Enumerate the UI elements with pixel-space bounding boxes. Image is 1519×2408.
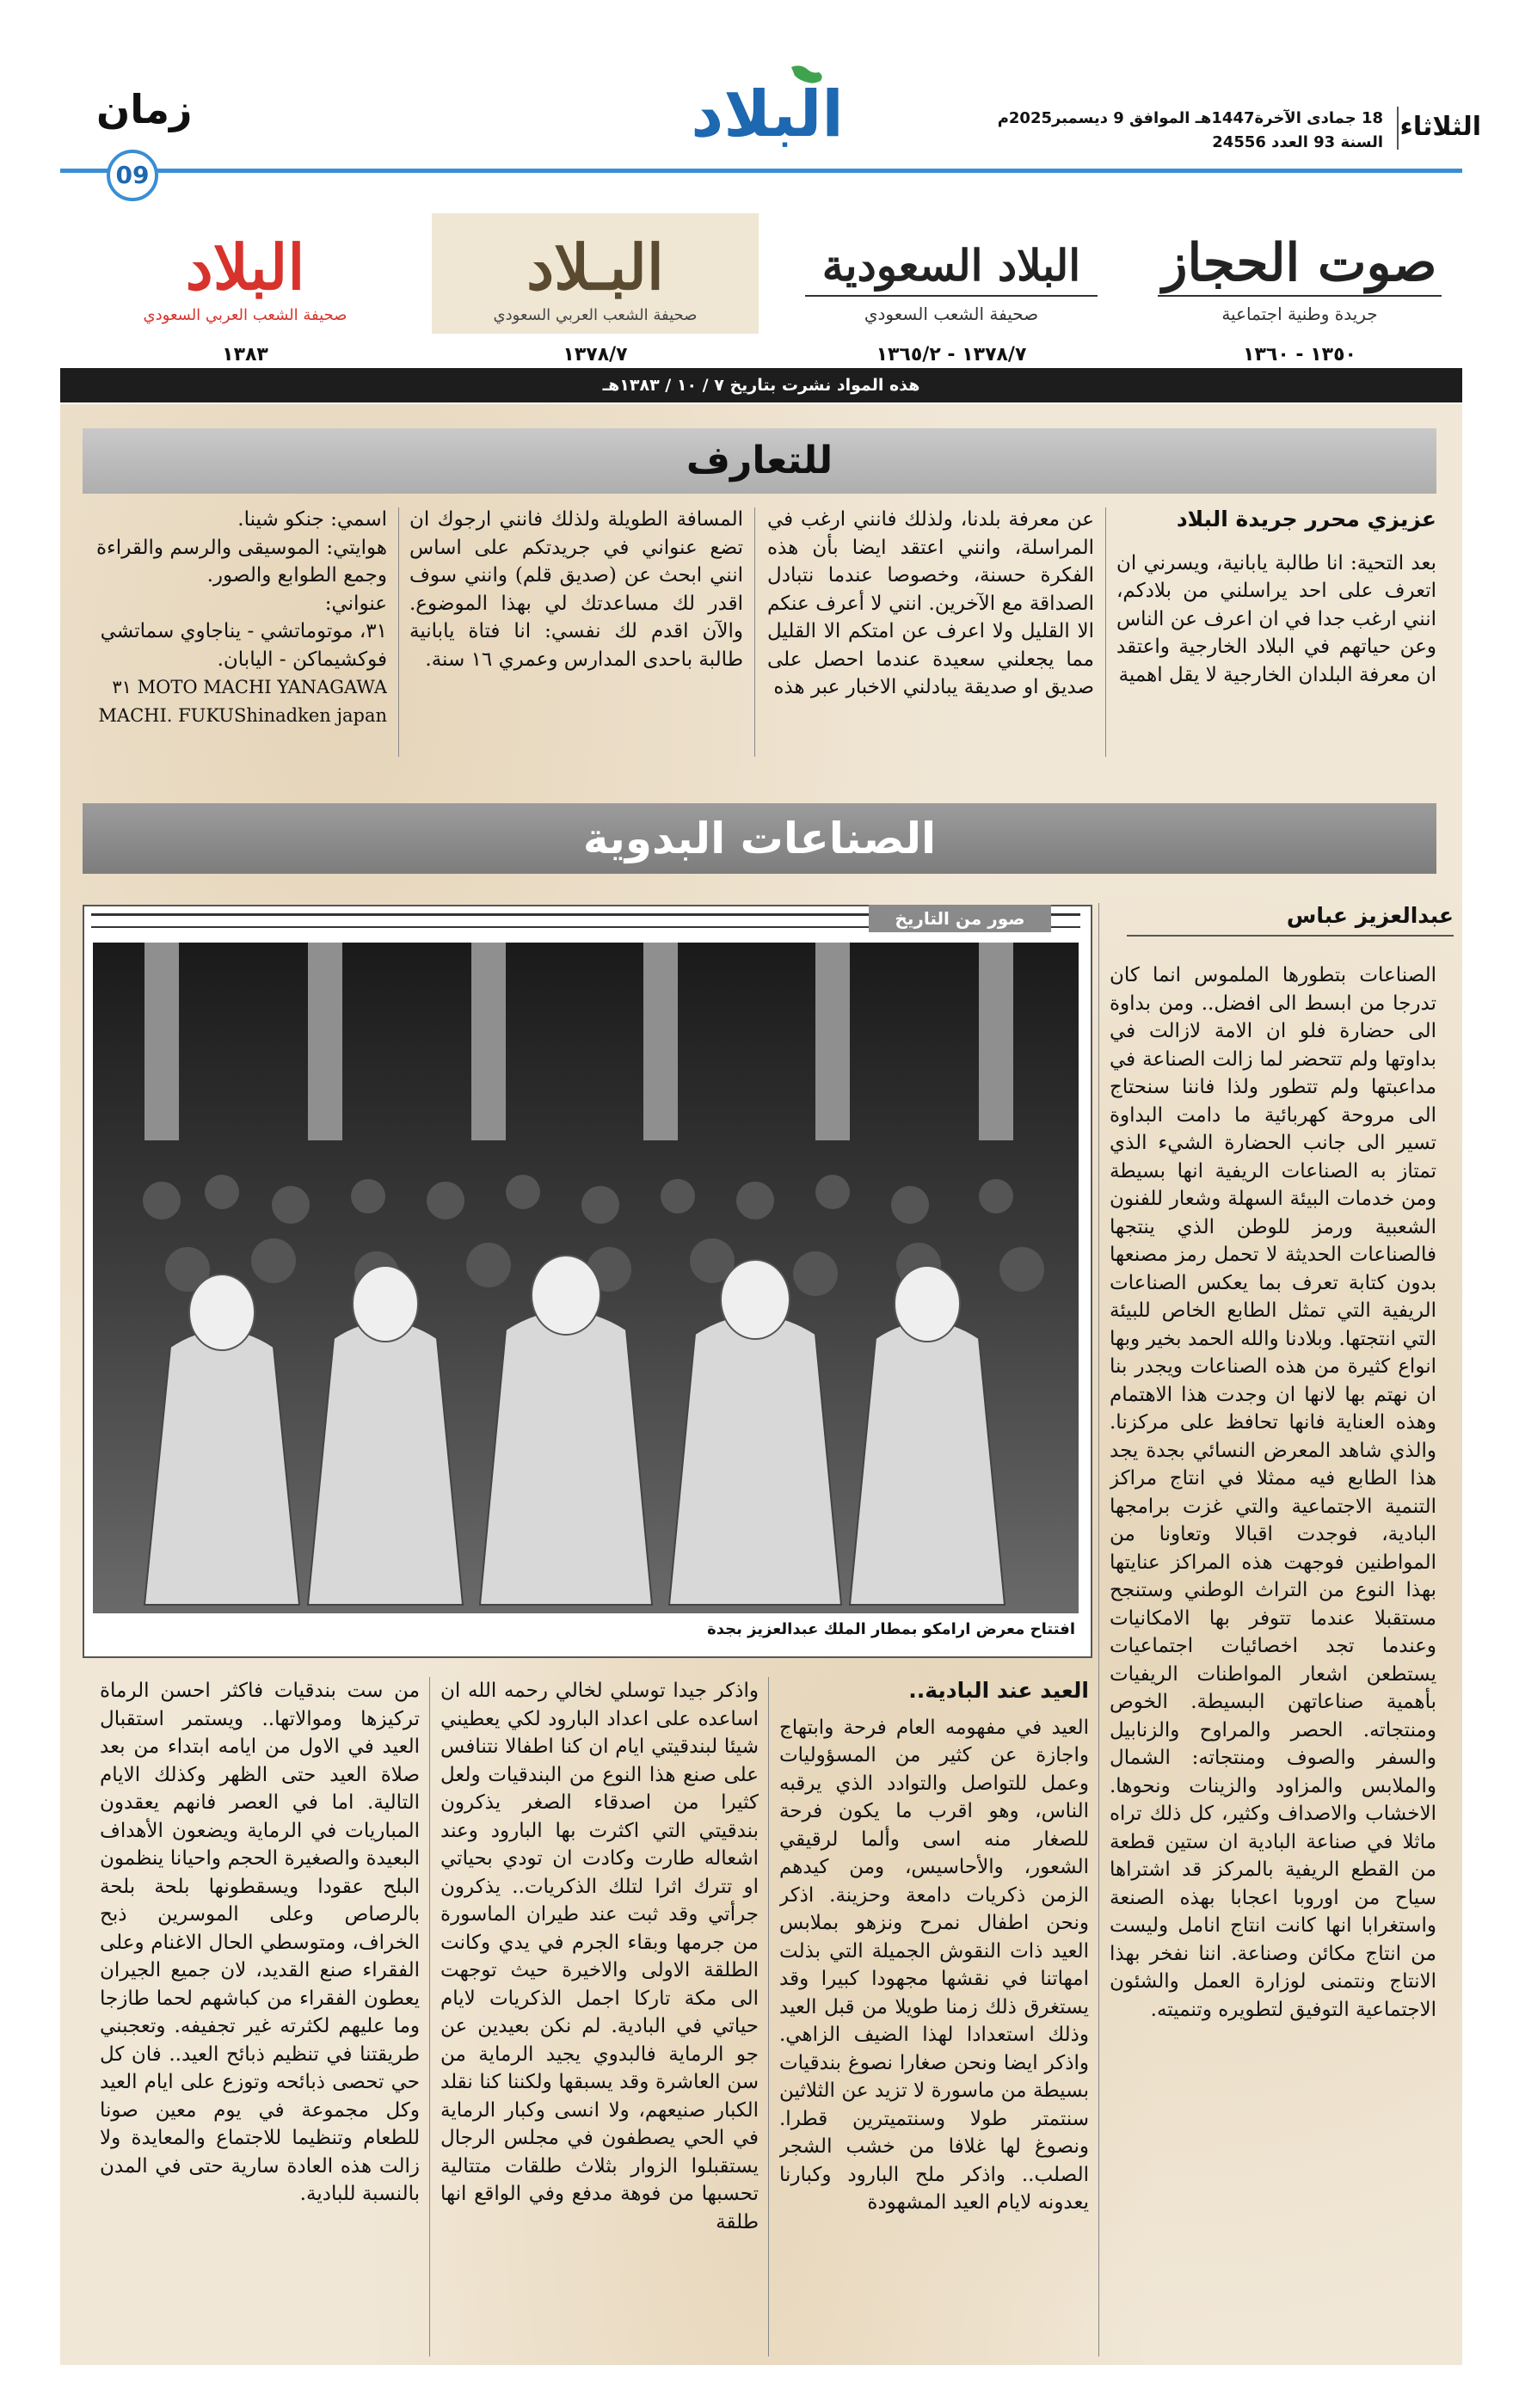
masthead-title: البلاد — [185, 230, 305, 304]
photo-section-tag: صور من التاريخ — [869, 905, 1051, 932]
article2-text: الصناعات بتطورها الملموس انما كان تدرجا من ابسط الى افضل.. ومن بداوة الى حضارة فلو ان الامة لازالت في بداوتها ولم تتحضر لما زالت الصناعة في مداعبتها ولم تتطور ولذا فاننا سنحتاج الى مروحة كهربائية ما دامت البداوة تسير الى جانب الحضارة الشيء الذي تمتاز به الصناعات الريفية انها بسيطة ومن خدمات البيئة السهلة وشعار للفنون الشعبية ورمز للوطن الذي ينتجها فالصناعات الحديثة لا تحمل رمز مصنعها بدون كتابة تعرف بما يعكس الصناعات الريفية التي تمثل الطابع الخاص للبيئة التي انتجتها. وبلادنا والله الحمد بخير وبها انواع كثيرة من هذه الصناعات ويجدر بنا ان نهتم بها لانها ان وجدت هذا الاهتمام وهذه العناية فانها تحافظ على مركزنا. والذي شاهد المعرض النسائي بجدة يجد هذا الطابع فيه ممثلا في انتاج مراكز التنمية الاجتماعية والتي غزت برامجها البادية، فوجدت اقبالا وتعاونا من المواطنين فوجهت هذه المراكز عنايتها بهذا النوع من التراث الوطني وستنجح مستقبلا عندما تتوفر بها الامكانيات وعندما تجد اخصائيات اجتماعيات يستطعن اشعار المواطنات الريفيات بأهمية صناعاتهن البسيطة. الخوص ومنتجاته. الحصر والمراوح والزنابيل والسفر والصوف ومنتجاته: الشمال والملابس والمزاود والزينات ونحوها. الاخشاب والاصداف وكثير، كل ذلك تراه ماثلا في صناعة البادية ان ستين قطعة من القطع الريفية بالمركز قد اشتراها سياح من اوروبا اعجابا بهذه الصنعة واستغرابا انها كانت انتاج انامل وليست من انتاج مكائن وصناعة. اننا نفخر بهذا الانتاج ونتمنى لوزارة العمل والشئون الاجتماعية التوفيق لتطويره وتنميته. — [1110, 964, 1436, 2021]
article-title: الصناعات البدوية — [582, 814, 937, 863]
article2-sidebar-column — [1110, 961, 1436, 2355]
article2-eid-column-2 — [440, 1677, 759, 2356]
masthead-sawt-alhijaz — [1141, 213, 1459, 334]
header-separator — [1397, 107, 1399, 150]
photo-caption: افتتاح معرض ارامكو بمطار الملك عبدالعزيز بجدة — [707, 1620, 1075, 1638]
masthead-subtitle: جريدة وطنية اجتماعية — [1221, 304, 1378, 324]
column-divider — [768, 1677, 769, 2356]
author-name: عبدالعزيز عباس — [1127, 903, 1454, 937]
article2-text: العيد في مفهومه العام فرحة وابتهاج واجازة عن كثير من المسؤوليات وعمل للتواصل والتوادد الذي يرقبه الناس، وهو اقرب ما يكون فرحة للصغار منه اسى وألما لرقيقي الشعور، والأحاسيس، ومن كيدهم الزمن ذكريات دامعة وحزينة. اذكر ونحن اطفال نمرح ونزهو بملابس العيد ذات النقوش الجميلة التي بذلت امهاتنا في نقشها مجهودا كبيرا وقد يستغرق ذلك زمنا طويلا من قبل العيد وذلك استعدادا لهذا الضيف الزاهي. واذكر ايضا ونحن صغارا نصوغ بندقيات بسيطة من ماسورة لا تزيد عن الثلاثين سنتمتر طولا وسنتميترين قطرا. ونصوغ لها غلافا من خشب الشجر الصلب.. واذكر ملح البارود وكبارنا يعدونه لايام العيد المشهودة — [779, 1716, 1089, 2214]
issue-day: الثلاثاء — [1399, 112, 1481, 142]
masthead-title: البـلاد — [526, 230, 664, 304]
article-title: للتعارف — [686, 439, 833, 482]
masthead-subtitle: صحيفة الشعب العربي السعودي — [143, 306, 347, 324]
article1-text: المسافة الطويلة ولذلك فانني ارجوك ان تضع عنواني في جريدتكم على اساس انني ابحث عن (صديق قلم) وانني سوف اقدر لك مساعدتك لي بهذا الموضوع. والآن اقدم لك نفسي: انا فتاة يابانية طالبة باحدى المدارس وعمري ١٦ سنة. — [409, 508, 743, 671]
letter-heading: عزيزي محرر جريدة البلاد — [1176, 507, 1436, 531]
issue-date-line: 18 جمادى الآخرة1447هـ الموافق 9 ديسمبر2025م — [997, 109, 1383, 127]
article1-column-2 — [767, 506, 1094, 772]
pen-pal-hobbies: هوايتي: الموسيقى والرسم والقراءة وجمع الطوابع والصور. — [95, 536, 387, 587]
article1-column-1 — [1116, 506, 1436, 772]
article-title-banner — [83, 803, 1436, 874]
pen-pal-name: اسمي: جنكو شينا. — [237, 508, 387, 531]
column-divider — [754, 507, 755, 757]
article2-text: واذكر جيدا توسلي لخالي رحمه الله ان اساعده على اعداد البارود لكي يعطيني شيئا لبندقيتي ايام ان كنا اطفالا نتنافس على صنع هذا النوع من البندقيات ولعل كثيرا من اصدقاء الصغر يذكرون بندقيتي التي اكثرت بها البارود وعند اشعاله طارت وكادت ان تودي بحياتي او تترك اثرا لتلك الذكريات.. يذكرون جرأتي وقد ثبت عند طيران الماسورة من جرمها وبقاء الجرم في يدي وكانت الطلقة الاولى والاخيرة حيث توجهت الى مكة تاركا اجمل الذكريات لايام حياتي في البادية. لم نكن بعيدين عن جو الرماية فالبدوي يجيد الرماية من سن العاشرة وقد يسبقها ولكننا كنا نقلد الكبار صنيعهم، ولا انسى وكبار الرماية في الحي يصطفون في مجلس الرجال يستقبلوا الزوار بثلاث طلقات متتالية تحسبها من فوهة مدفع وفي الواقع انها طلقة — [440, 1680, 759, 2233]
masthead-years: ١٣٥٠ - ١٣٦٠ — [1243, 344, 1356, 366]
article1-column-3 — [409, 506, 743, 772]
pen-pal-address: ٣١، موتوماتشي - يناجاوي سماتشي فوكشيماكن - اليابان. — [100, 620, 387, 671]
masthead-years: ١٣٧٨/٧ - ١٣٦٥/٢ — [876, 344, 1027, 366]
masthead-title: صوت الحجاز — [1162, 233, 1437, 293]
pen-pal-address-label: عنواني: — [324, 592, 387, 615]
masthead-years: ١٣٨٣ — [222, 344, 268, 366]
issue-date — [998, 107, 1383, 155]
article2-text: من ست بندقيات فاكثر احسن الرماة تركيزها وموالاتها.. ويستمر استقبال العيد في الاول من ايامه ابتداء من بعد صلاة العيد حتى الظهر وكذلك الايام التالية. اما في العصر فانهم يعقدون المباريات في الرماية ويضعون الأهداف البعيدة والصغيرة الحجم واحيانا ينظمون البلح عقودا ويسقطونها بلحة بلحة بالرصاص وعلى الموسرين ذبح الخراف، ومتوسطي الحال الاغنام وعلى الفقراء صنع القديد، لان جميع الجيران يعطون الفقراء من كباشهم لحما طازجا وما عليهم لكثرته غير تجفيفه. وتعجبني طريقتنا في تنظيم ذبائح العيد.. فان كل حي تحصى ذبائحه وتوزع على ايام العيد وكل مجموعة في يوم معين صونا للطعام وتنظيما للاجتماع والمعايدة ولا زالت هذه العادة سارية حتى في المدن بالنسبة للبادية. — [100, 1680, 420, 2205]
pen-pal-address-latin: MOTO MACHI YANAGAWA ٣١ — [112, 677, 387, 697]
page-number: 09 — [107, 150, 158, 201]
article-title-banner — [83, 428, 1436, 494]
masthead-albilad-1378 — [432, 213, 759, 334]
eid-heading: العيد عند البادية.. — [908, 1678, 1089, 1703]
article2-eid-column-1 — [779, 1677, 1089, 2356]
column-divider — [1098, 903, 1099, 2356]
historical-photo — [93, 943, 1079, 1613]
albilad-logo — [664, 62, 870, 148]
article2-eid-column-3 — [100, 1677, 420, 2356]
masthead-years: ١٣٧٨/٧ — [563, 344, 628, 366]
article1-column-4 — [83, 506, 387, 772]
masthead-title: البلاد السعودية — [821, 240, 1081, 291]
column-divider — [1105, 507, 1106, 757]
article1-text: بعد التحية: انا طالبة يابانية، ويسرني ان اتعرف على احد يراسلني من بلادكم، انني ارغب جدا في ان اعرف عن الناس وعن حياتهم في البلاد الخارجية واعتقد ان معرفة البلدان الخارجية لا يقل اهمية — [1116, 551, 1436, 686]
column-divider — [398, 507, 399, 757]
publication-notice: هذه المواد نشرت بتاريخ ٧ / ١٠ / ١٣٨٣هـ — [60, 368, 1462, 402]
masthead-subtitle: صحيفة الشعب العربي السعودي — [493, 306, 698, 324]
section-title: زمان — [96, 86, 193, 132]
masthead-albilad-1383 — [86, 213, 404, 334]
masthead-subtitle: صحيفة الشعب السعودي — [864, 304, 1039, 324]
column-divider — [429, 1677, 430, 2356]
pen-pal-address-latin: MACHI. FUKUShinadken japan — [98, 704, 387, 726]
masthead-albilad-alsaudia — [788, 213, 1115, 334]
header-rule — [60, 169, 1462, 173]
article1-text: عن معرفة بلدنا، ولذلك فانني ارغب في المراسلة، وانني اعتقد ايضا بأن هذه الفكرة حسنة، وخصوصا عندما نتبادل الصداقة مع الآخرين. انني لا أعرف عنكم الا القليل ولا اعرف عن امتكم الا القليل مما يجعلني سعيدة عندما احصل على صديق او صديقة يبادلني الاخبار عبر هذه — [767, 508, 1094, 698]
issue-number-line: السنة 93 العدد 24556 — [1212, 133, 1383, 151]
logo-text: البلاد — [691, 77, 844, 148]
